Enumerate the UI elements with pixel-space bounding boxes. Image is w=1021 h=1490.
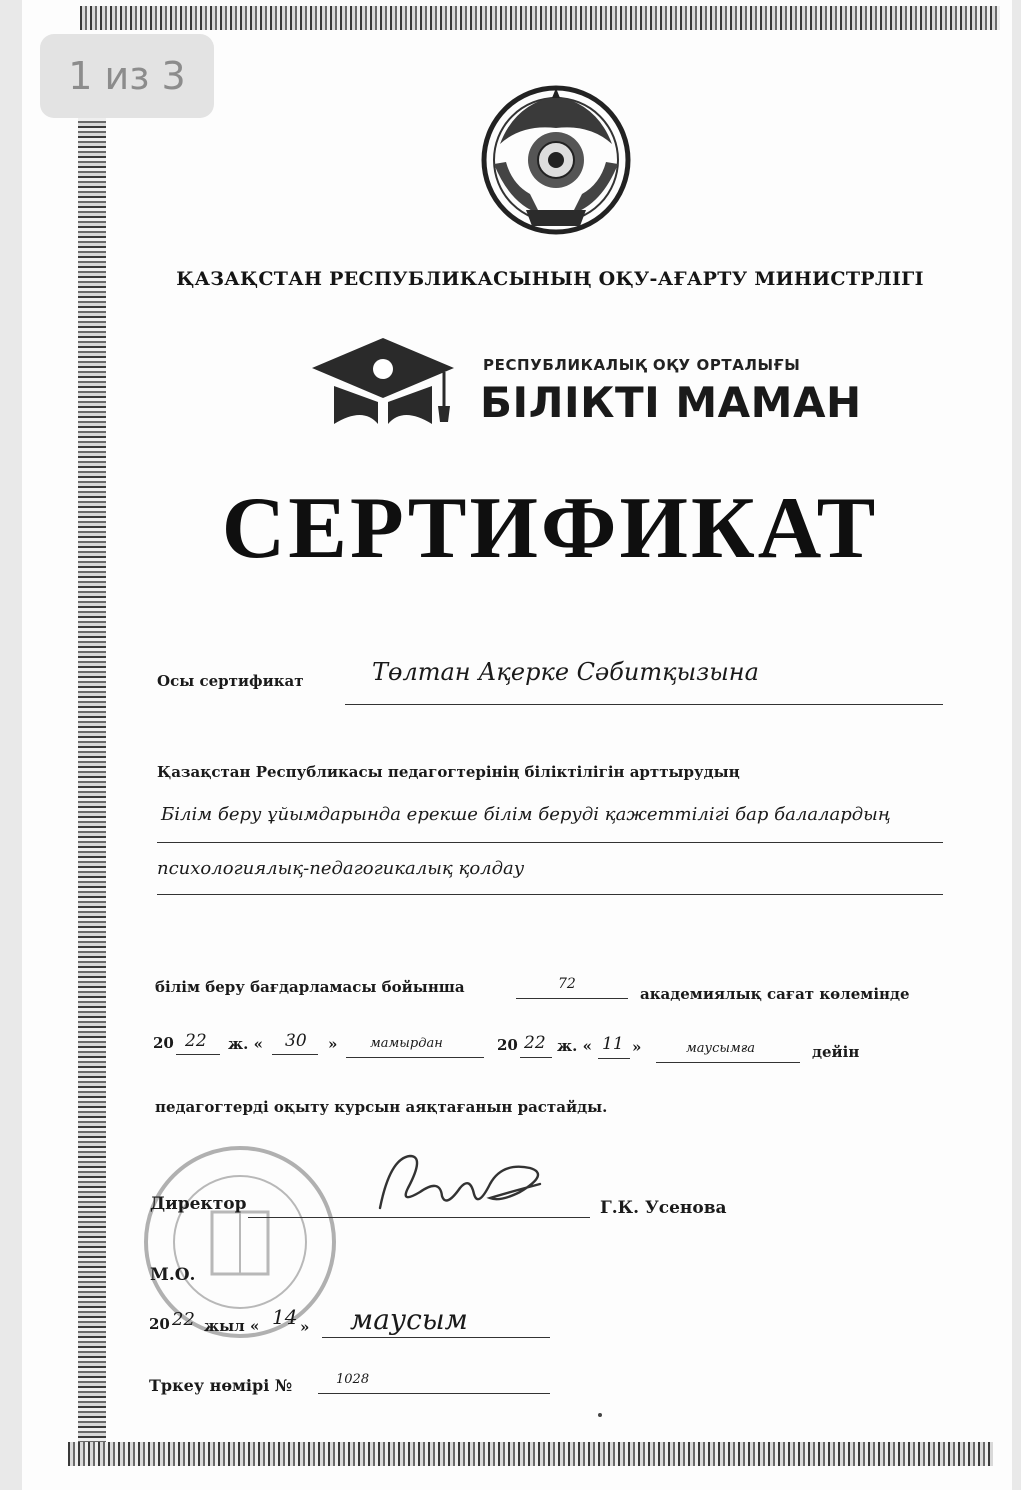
period-start-year-underline (176, 1054, 220, 1055)
ornamental-border-bottom (68, 1442, 993, 1466)
director-label: Директор (150, 1194, 247, 1214)
period-end-day-underline (598, 1058, 630, 1059)
program-name-line-1: Білім беру ұйымдарында ерекше білім берудi қажеттiлiгi бар балалардың (161, 804, 891, 825)
program-underline-1 (157, 842, 943, 843)
program-intro: Қазақстан Республикасы педагогтерінің біліктілігін арттырудың (157, 763, 740, 781)
period-start-day: 30 (285, 1031, 307, 1051)
hours-underline (516, 998, 628, 999)
period-start-year: 22 (185, 1031, 207, 1051)
period-end-year: 22 (524, 1033, 546, 1053)
page-indicator: 1 из 3 (40, 34, 214, 118)
recipient-label: Осы сертификат (157, 672, 304, 690)
stamp-place-label: М.О. (150, 1265, 196, 1285)
registration-number: 1028 (336, 1372, 370, 1387)
issue-year: 22 (172, 1309, 195, 1330)
ornamental-border-top (80, 6, 1000, 30)
program-underline-2 (157, 894, 943, 895)
recipient-name: Төлтан Ақерке Сәбитқызына (372, 658, 759, 686)
ministry-heading: ҚАЗАҚСТАН РЕСПУБЛИКАСЫНЫҢ ОҚУ-АҒАРТУ МИНИСТРЛІГІ (176, 268, 924, 290)
period-end-month-underline (656, 1062, 800, 1063)
hours-value: 72 (558, 976, 576, 992)
period-end-month: маусымға (686, 1041, 756, 1056)
issue-close: » (300, 1318, 310, 1336)
period-end-day: 11 (602, 1034, 624, 1054)
period-end-century: 20 (497, 1036, 518, 1054)
ornamental-border-left (78, 118, 106, 1448)
program-name-line-2: психологиялық-педагогикалық қолдау (157, 858, 525, 879)
certificate-title: СЕРТИФИКАТ (221, 480, 879, 577)
signature-underline (248, 1217, 590, 1218)
handwritten-signature (370, 1148, 570, 1226)
period-start-month: мамырдан (370, 1036, 443, 1051)
period-start-day-underline (272, 1054, 318, 1055)
period-start-century: 20 (153, 1034, 174, 1052)
issue-month: маусым (350, 1303, 468, 1336)
issue-day: 14 (272, 1305, 298, 1329)
registration-underline (318, 1393, 550, 1394)
org-name: БІЛІКТІ МАМАН (480, 378, 862, 427)
period-start-close: » (328, 1035, 338, 1053)
confirmation-text: педагогтерді оқыту курсын аяқтағанын растайды. (155, 1098, 608, 1116)
recipient-underline (345, 704, 943, 705)
ink-dot (598, 1413, 602, 1417)
issue-century: 20 (149, 1315, 170, 1333)
hours-prefix: білім беру бағдарламасы бойынша (155, 978, 465, 996)
director-name: Г.К. Усенова (600, 1198, 727, 1218)
period-start-mid: ж. « (228, 1035, 263, 1053)
period-end-year-underline (520, 1057, 552, 1058)
registration-label: Тркеу нөмірі № (149, 1376, 293, 1395)
hours-suffix: академиялық сағат көлемінде (640, 985, 910, 1003)
org-subtitle: РЕСПУБЛИКАЛЫҚ ОҚУ ОРТАЛЫҒЫ (483, 356, 801, 374)
issue-underline (322, 1337, 550, 1338)
period-end-mid: ж. « (557, 1037, 592, 1055)
period-end-close: » (632, 1038, 642, 1056)
round-seal-stamp-icon (140, 1142, 340, 1342)
period-start-month-underline (346, 1057, 484, 1058)
graduation-cap-logo-icon (308, 336, 458, 428)
state-emblem-icon (480, 84, 632, 240)
issue-mid: жыл « (204, 1317, 260, 1335)
period-until: дейін (812, 1043, 860, 1061)
